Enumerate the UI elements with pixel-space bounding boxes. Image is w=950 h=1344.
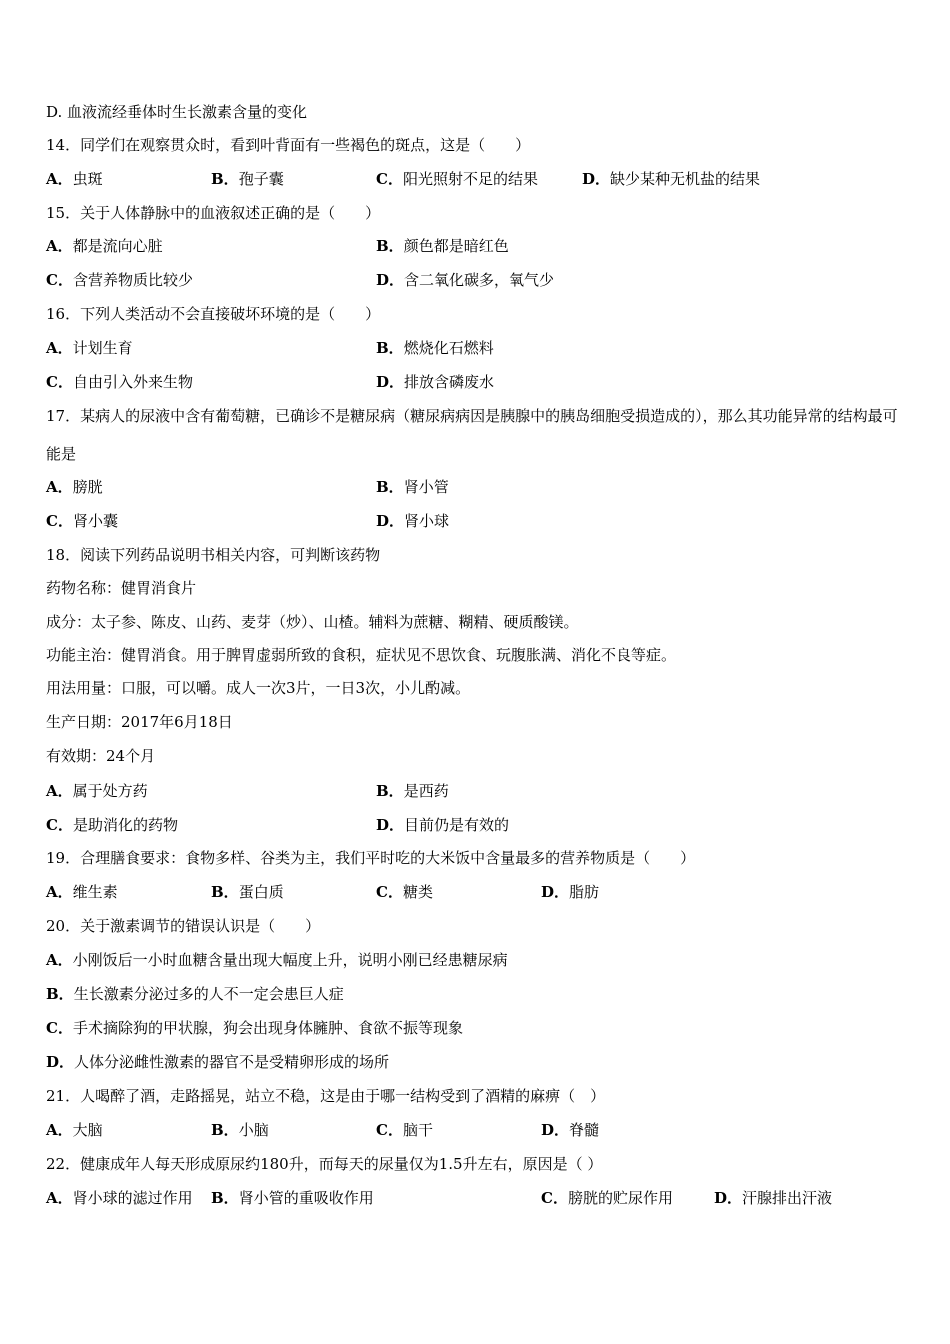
q19-option-d: D．脂肪 xyxy=(541,883,600,901)
q14-option-c: C．阳光照射不足的结果 xyxy=(376,170,538,188)
q21-option-d: D．脊髓 xyxy=(541,1121,600,1139)
q16-option-c: C．自由引入外来生物 xyxy=(46,373,193,391)
q13-option-d: D. 血液流经垂体时生长激素含量的变化 xyxy=(46,103,308,121)
q22-option-a: A．肾小球的滤过作用 xyxy=(46,1189,193,1207)
q20-option-b: B．生长激素分泌过多的人不一定会患巨人症 xyxy=(46,985,344,1003)
q22-stem: 22．健康成年人每天形成原尿约180升，而每天的尿量仅为1.5升左右，原因是（ ） xyxy=(46,1155,603,1173)
q17-option-b: B．肾小管 xyxy=(376,478,449,496)
q19-stem: 19．合理膳食要求：食物多样、谷类为主，我们平时吃的大米饭中含量最多的营养物质是（ ） xyxy=(46,849,696,867)
q17-option-c: C．肾小囊 xyxy=(46,512,118,530)
q17-option-d: D．肾小球 xyxy=(376,512,450,530)
q20-option-c: C．手术摘除狗的甲状腺，狗会出现身体臃肿、食欲不振等现象 xyxy=(46,1019,463,1037)
q15-option-d: D．含二氧化碳多，氧气少 xyxy=(376,271,555,289)
q18-option-a: A．属于处方药 xyxy=(46,782,148,800)
q17-stem: 17．某病人的尿液中含有葡萄糖，已确诊不是糖尿病（糖尿病病因是胰腺中的胰岛细胞受损造成的），那么其功能异常的结构最可能是 xyxy=(46,407,898,463)
q16-option-d: D．排放含磷废水 xyxy=(376,373,495,391)
q15-option-b: B．颜色都是暗红色 xyxy=(376,237,509,255)
q18-expiry: 有效期：24个月 xyxy=(46,747,156,765)
q18-ingredients: 成分：太子参、陈皮、山药、麦芽（炒）、山楂。辅料为蔗糖、糊精、硬质酸镁。 xyxy=(46,613,579,631)
q21-option-c: C．脑干 xyxy=(376,1121,433,1139)
q21-stem: 21．人喝醉了酒，走路摇晃，站立不稳，这是由于哪一结构受到了酒精的麻痹（ ） xyxy=(46,1087,606,1105)
q19-option-b: B．蛋白质 xyxy=(211,883,284,901)
q22-option-c: C．膀胱的贮尿作用 xyxy=(541,1189,673,1207)
q18-stem: 18．阅读下列药品说明书相关内容，可判断该药物 xyxy=(46,546,381,564)
q15-option-a: A．都是流向心脏 xyxy=(46,237,163,255)
q20-stem: 20．关于激素调节的错误认识是（ ） xyxy=(46,917,321,935)
q14-option-b: B．孢子囊 xyxy=(211,170,284,188)
q18-dosage: 用法用量：口服，可以嚼。成人一次3片，一日3次，小儿酌减。 xyxy=(46,679,471,697)
q22-option-b: B．肾小管的重吸收作用 xyxy=(211,1189,374,1207)
q16-option-b: B．燃烧化石燃料 xyxy=(376,339,494,357)
q19-option-c: C．糖类 xyxy=(376,883,433,901)
q14-option-d: D．缺少某种无机盐的结果 xyxy=(582,170,761,188)
q18-indications: 功能主治：健胃消食。用于脾胃虚弱所致的食积，症状见不思饮食、玩腹胀满、消化不良等症。 xyxy=(46,646,677,664)
q18-drug-name: 药物名称：健胃消食片 xyxy=(46,579,197,597)
q18-production-date: 生产日期：2017年6月18日 xyxy=(46,713,233,731)
q16-option-a: A．计划生育 xyxy=(46,339,133,357)
q14-stem: 14．同学们在观察贯众时，看到叶背面有一些褐色的斑点，这是（ ） xyxy=(46,136,531,154)
q20-option-d: D．人体分泌雌性激素的器官不是受精卵形成的场所 xyxy=(46,1053,390,1071)
q18-option-c: C．是助消化的药物 xyxy=(46,816,178,834)
q17-option-a: A．膀胱 xyxy=(46,478,103,496)
q20-option-a: A．小刚饭后一小时血糖含量出现大幅度上升，说明小刚已经患糖尿病 xyxy=(46,951,508,969)
q15-stem: 15．关于人体静脉中的血液叙述正确的是（ ） xyxy=(46,204,381,222)
q19-option-a: A．维生素 xyxy=(46,883,118,901)
q18-option-b: B．是西药 xyxy=(376,782,449,800)
q14-option-a: A．虫斑 xyxy=(46,170,103,188)
q22-option-d: D．汗腺排出汗液 xyxy=(714,1189,833,1207)
q18-option-d: D．目前仍是有效的 xyxy=(376,816,510,834)
q16-stem: 16．下列人类活动不会直接破坏环境的是（ ） xyxy=(46,305,381,323)
q15-option-c: C．含营养物质比较少 xyxy=(46,271,193,289)
q21-option-a: A．大脑 xyxy=(46,1121,103,1139)
q21-option-b: B．小脑 xyxy=(211,1121,269,1139)
